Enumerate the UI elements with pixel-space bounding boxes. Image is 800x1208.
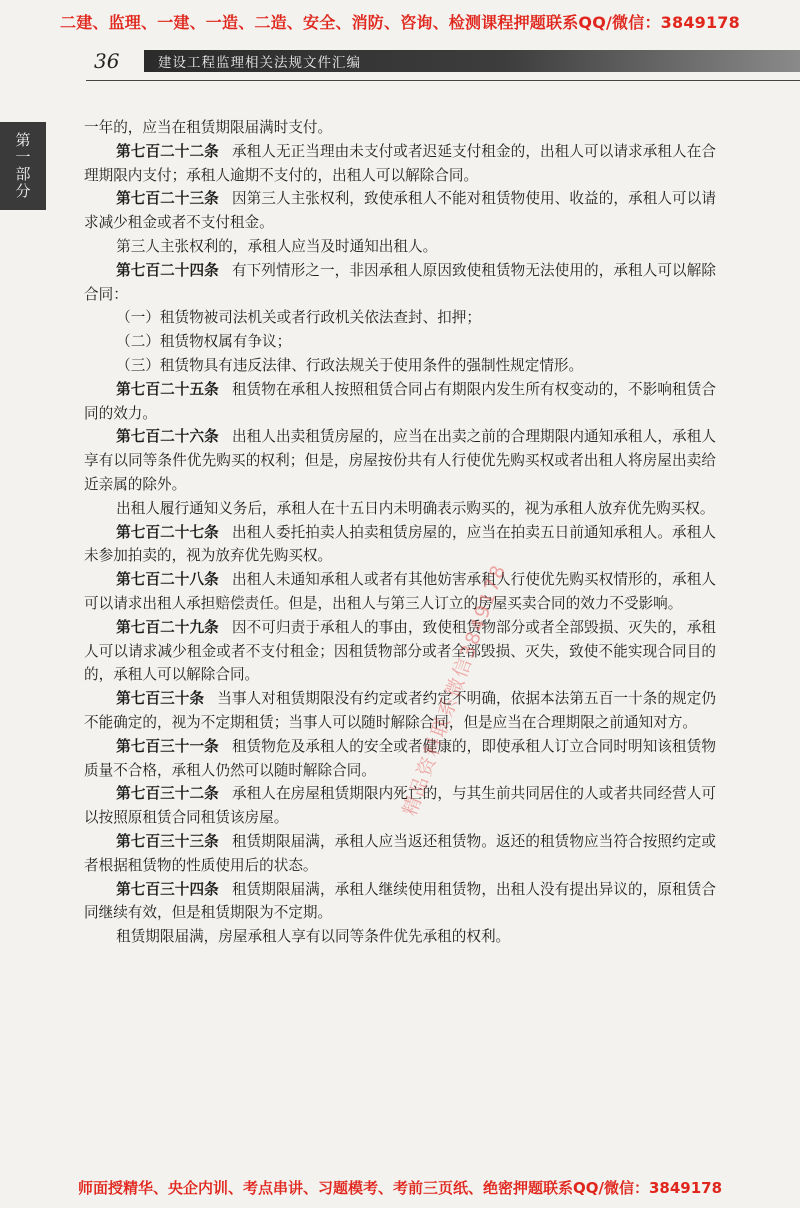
paragraph [84,521,716,569]
header-title: 建设工程监理相关法规文件汇编 [158,55,361,71]
paragraph-text: 出租人出卖租赁房屋的，应当在出卖之前的合理期限内通知承租人，承租人享有以同等条件优先购买的权利；但是，房屋按份共有人行使优先购买权或者出租人将房屋出卖给近亲属的除外。 [84,428,716,493]
paragraph-text: 有下列情形之一，非因承租人原因致使租赁物无法使用的，承租人可以解除合同： [84,261,716,303]
watermark-text: 精品资料联系微信3849178 [398,560,511,819]
paragraph [84,830,716,878]
article-number: 第七百二十五条 [116,380,219,398]
paragraph [84,330,716,354]
article-number: 第七百三十条 [116,690,205,708]
article-number: 第七百三十四条 [116,880,219,898]
paragraph [84,116,716,140]
header-band [144,50,800,72]
article-number: 第七百二十七条 [116,523,219,541]
paragraph [84,925,716,949]
paragraph [84,735,716,783]
article-number: 第七百三十一条 [116,737,219,755]
paragraph-text: 因不可归责于承租人的事由，致使租赁物部分或者全部毁损、灭失的，承租人可以请求减少租金或者不支付租金；因租赁物部分或者全部毁损、灭失，致使不能实现合同目的的，承租人可以解除合同。 [84,618,716,684]
article-number: 第七百二十二条 [116,142,219,160]
promo-banner-bottom: 师面授精华、央企内训、考点串讲、习题模考、考前三页纸、绝密押题联系QQ/微信：3849178 [77,1179,723,1197]
paragraph-text: 当事人对租赁期限没有约定或者约定不明确，依据本法第五百一十条的规定仍不能确定的，视为不定期租赁；当事人可以随时解除合同，但是应当在合理期限之前通知对方。 [84,690,716,731]
paragraph-text: （一）租赁物被司法机关或者行政机关依法查封、扣押； [116,309,481,327]
paragraph-text: 租赁期限届满，承租人继续使用租赁物，出租人没有提出异议的，原租赁合同继续有效，但是租赁期限为不定期。 [84,880,716,922]
body-text [84,116,716,949]
paragraph-text: 出租人委托拍卖人拍卖租赁房屋的，应当在拍卖五日前通知承租人。承租人未参加拍卖的，视为放弃优先购买权。 [84,523,716,565]
paragraph [84,878,716,926]
paragraph-text: 因第三人主张权利，致使承租人不能对租赁物使用、收益的，承租人可以请求减少租金或者不支付租金。 [84,190,716,232]
article-number: 第七百二十三条 [116,190,219,208]
page-number: 36 [94,49,120,73]
page-header [80,46,800,76]
promo-banner-top: 二建、监理、一建、一造、二造、安全、消防、咨询、检测课程押题联系QQ/微信：3849178 [60,13,740,32]
paragraph-text: 租赁物在承租人按照租赁合同占有期限内发生所有权变动的，不影响租赁合同的效力。 [84,380,716,422]
paragraph [84,497,716,521]
paragraph-text: 一年的，应当在租赁期限届满时支付。 [84,119,333,136]
paragraph [84,354,716,378]
paragraph-text: （二）租赁物权属有争议； [116,333,292,351]
paragraph [84,259,716,307]
paragraph [84,568,716,616]
paragraph [84,235,716,259]
paragraph-text: 承租人无正当理由未支付或者迟延支付租金的，出租人可以请求承租人在合理期限内支付；承租人逾期不支付的，出租人可以解除合同。 [84,142,716,184]
article-number: 第七百二十四条 [116,261,219,279]
paragraph [84,140,716,188]
paragraph [84,687,716,735]
paragraph-text: 租赁期限届满，承租人应当返还租赁物。返还的租赁物应当符合按照约定或者根据租赁物的性质使用后的状态。 [84,832,716,874]
article-number: 第七百三十二条 [116,785,219,803]
article-number: 第七百二十八条 [116,571,219,589]
paragraph [84,306,716,330]
paragraph-text: （三）租赁物具有违反法律、行政法规关于使用条件的强制性规定情形。 [116,356,584,374]
article-number: 第七百二十九条 [116,618,219,636]
header-rule [86,80,800,81]
paragraph [84,616,716,687]
section-tab [0,122,46,210]
paragraph [84,425,716,496]
section-tab-label: 第一部分 [13,132,32,200]
paragraph [84,378,716,426]
paragraph-text: 租赁期限届满，房屋承租人享有以同等条件优先承租的权利。 [116,928,511,946]
article-number: 第七百三十三条 [116,832,219,850]
article-number: 第七百二十六条 [116,428,219,446]
paragraph-text: 出租人未通知承租人或者有其他妨害承租人行使优先购买权情形的，承租人可以请求出租人承担赔偿责任。但是，出租人与第三人订立的房屋买卖合同的效力不受影响。 [84,571,716,612]
paragraph [84,187,716,235]
paragraph-text: 出租人履行通知义务后，承租人在十五日内未明确表示购买的，视为承租人放弃优先购买权。 [116,499,715,517]
paragraph-text: 租赁物危及承租人的安全或者健康的，即使承租人订立合同时明知该租赁物质量不合格，承租人仍然可以随时解除合同。 [84,737,716,779]
paragraph-text: 第三人主张权利的，承租人应当及时通知出租人。 [116,237,438,255]
paragraph-text: 承租人在房屋租赁期限内死亡的，与其生前共同居住的人或者共同经营人可以按照原租赁合同租赁该房屋。 [84,785,716,827]
